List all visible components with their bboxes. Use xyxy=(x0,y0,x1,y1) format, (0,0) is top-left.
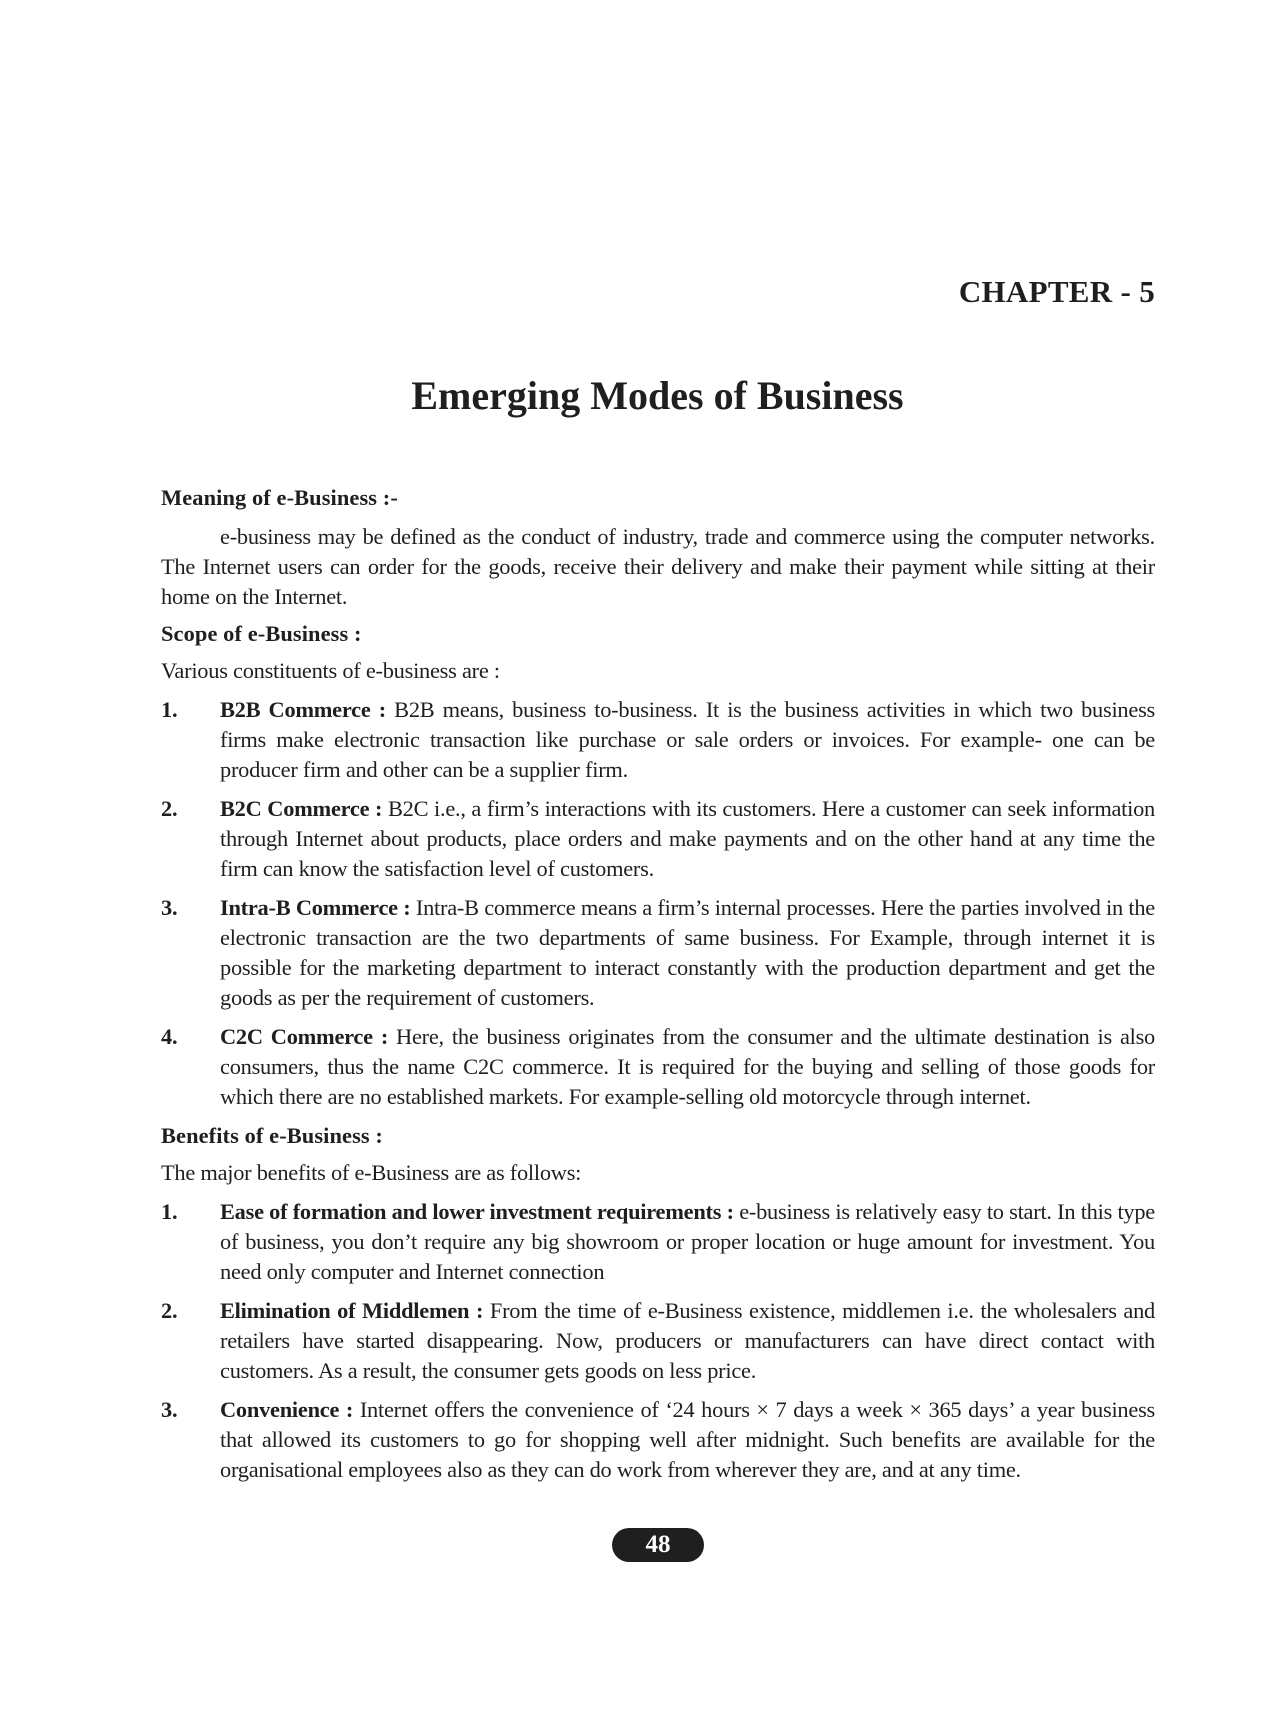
item-body xyxy=(220,794,1155,884)
list-item xyxy=(161,695,1155,785)
meaning-paragraph: e-business may be defined as the conduct of industry, trade and commerce using the computer networks. The Internet users can order for the goods, receive their delivery and make their payment while sitting at their home on the Internet. xyxy=(161,524,1155,609)
item-body xyxy=(220,893,1155,1013)
list-item xyxy=(161,794,1155,884)
item-text: Here, the business originates from the consumer and the ultimate destination is also consumers, thus the name C2C commerce. It is required for the buying and selling of those goods for which there are no established markets. For example-selling old motorcycle through internet. xyxy=(220,1024,1156,1109)
item-term: Intra-B Commerce : xyxy=(220,895,411,920)
item-body xyxy=(220,695,1155,785)
item-text: Intra-B commerce means a firm’s internal processes. Here the parties involved in the electronic transaction are the two departments of same business. For Example, through internet it is possible for the marketing department to interact constantly with the production department and get the goods as per the requirement of customers. xyxy=(220,895,1155,1010)
page-title: Emerging Modes of Business xyxy=(411,373,904,418)
scope-heading: Scope of e-Business : xyxy=(161,621,362,646)
item-term: C2C Commerce : xyxy=(220,1024,389,1049)
item-body xyxy=(220,1395,1155,1485)
item-text: e-business is relatively easy to start. In this type of business, you don’t require any big showroom or proper location or huge amount for investment. You need only computer and Internet connection xyxy=(220,1199,1155,1284)
list-item xyxy=(161,1022,1155,1112)
item-term: Elimination of Middlemen : xyxy=(220,1298,484,1323)
page-number-badge: 48 xyxy=(612,1528,704,1562)
scope-intro: Various constituents of e-business are : xyxy=(161,658,500,683)
list-item xyxy=(161,1395,1155,1485)
item-text: From the time of e-Business existence, middlemen i.e. the wholesalers and retailers have started disappearing. Now, producers or manufacturers can have direct contact with customers. As a result, the consumer gets goods on less price. xyxy=(220,1298,1155,1383)
benefits-list xyxy=(161,1197,1155,1485)
list-item xyxy=(161,1197,1155,1287)
item-term: B2C Commerce : xyxy=(220,796,383,821)
item-number: 2. xyxy=(161,796,178,821)
item-number: 3. xyxy=(161,895,178,920)
item-term: Ease of formation and lower investment requirements : xyxy=(220,1199,734,1224)
content xyxy=(161,483,1155,1485)
item-number: 1. xyxy=(161,697,178,722)
item-body xyxy=(220,1022,1155,1112)
meaning-heading: Meaning of e-Business :- xyxy=(161,485,398,510)
item-number: 2. xyxy=(161,1298,178,1323)
item-text: Internet offers the convenience of ‘24 hours × 7 days a week × 365 days’ a year business that allowed its customers to go for shopping well after midnight. Such benefits are available for the organisational employees also as they can do work from wherever they are, and at any time. xyxy=(220,1397,1155,1482)
item-body xyxy=(220,1197,1155,1287)
chapter-label: CHAPTER - 5 xyxy=(958,274,1155,309)
item-text: B2C i.e., a firm’s interactions with its customers. Here a customer can seek information through Internet about products, place orders and make payments and on the other hand at any time the firm can know the satisfaction level of customers. xyxy=(220,796,1156,881)
item-text: B2B means, business to-business. It is the business activities in which two business firms make electronic transaction like purchase or sale orders or invoices. For example- one can be producer firm and other can be a supplier firm. xyxy=(220,697,1155,782)
list-item xyxy=(161,1296,1155,1386)
item-body xyxy=(220,1296,1155,1386)
item-term: B2B Commerce : xyxy=(220,697,386,722)
item-number: 4. xyxy=(161,1024,178,1049)
benefits-heading: Benefits of e-Business : xyxy=(161,1123,383,1148)
item-term: Convenience : xyxy=(220,1397,354,1422)
scope-list xyxy=(161,695,1155,1112)
list-item xyxy=(161,893,1155,1013)
item-number: 3. xyxy=(161,1397,178,1422)
benefits-intro: The major benefits of e-Business are as follows: xyxy=(161,1160,582,1185)
item-number: 1. xyxy=(161,1199,178,1224)
